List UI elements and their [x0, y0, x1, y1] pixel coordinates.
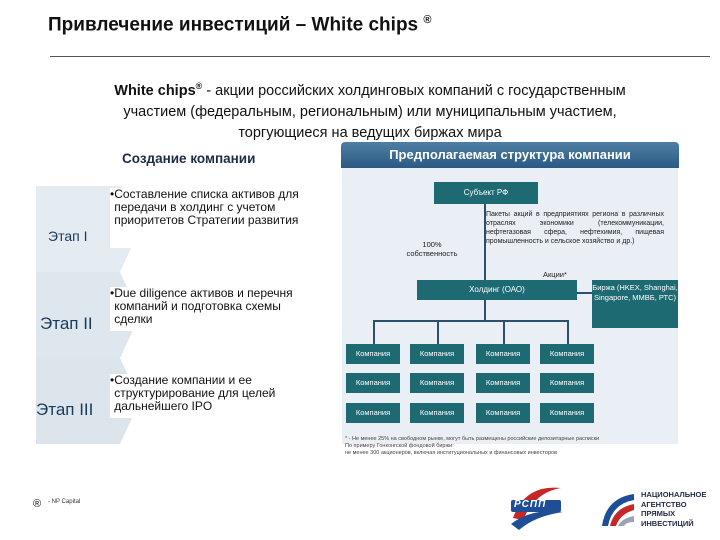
company-box: Компания: [476, 403, 530, 423]
footnote: * - Не менее 25% на свободном рынке, могут быть размещены российские депозитарные расписки По примеру Гонконгской фондовой биржи: не менее 300 акционеров, включая институциональных и финансовых инвесторов: [345, 436, 600, 456]
stage-3-label: Этап III: [36, 400, 94, 419]
company-box: Компания: [540, 344, 594, 364]
connector: [503, 320, 505, 344]
connector: [567, 320, 569, 344]
footer-note: - NP Capital: [48, 499, 81, 505]
holding-box: Холдинг (ОАО): [417, 280, 577, 300]
rspp-logo-text: РСПП: [514, 499, 547, 510]
company-box: Компания: [476, 344, 530, 364]
company-box: Компания: [476, 373, 530, 393]
connector: [484, 300, 486, 320]
company-box: Компания: [346, 403, 400, 423]
agency-name: НАЦИОНАЛЬНОЕ АГЕНТСТВО ПРЯМЫХ ИНВЕСТИЦИЙ: [641, 490, 707, 528]
company-box: Компания: [410, 373, 464, 393]
packages-description: Пакеты акций в предприятиях региона в различных отраслях экономики (телекоммуникации, нефтегазовая сфера, нефтехимия, пищевая промышленность и сельское хозяйство и др.): [486, 211, 664, 245]
stage-1-description: • Составление списка активов для передачи в холдинг с учетом приоритетов Стратегии развития: [110, 188, 315, 248]
stage-1-label: Этап I: [48, 228, 88, 244]
left-section-heading: Создание компании: [122, 151, 256, 166]
exchange-box: Биржа (HKEX, Shanghai, Singapore, ММВБ, РТС): [592, 280, 678, 328]
shares-label: Акции*: [543, 270, 567, 279]
company-box: Компания: [346, 373, 400, 393]
registered-mark: ®: [33, 498, 42, 510]
title-divider: [50, 56, 710, 57]
agency-logo-icon: [598, 490, 638, 530]
company-box: Компания: [540, 373, 594, 393]
stage-3-description: • Создание компании и ее структурирование для целей дальнейшего IPO: [110, 374, 315, 418]
subject-rf-box: Субъект РФ: [434, 182, 538, 204]
right-section-heading: Предполагаемая структура компании: [341, 142, 679, 168]
company-box: Компания: [410, 403, 464, 423]
stage-2-label: Этап II: [40, 314, 93, 333]
connector: [576, 292, 592, 294]
stage-2-description: • Due diligence активов и перечня компаний и подготовка схемы сделки: [110, 287, 315, 331]
company-box: Компания: [540, 403, 594, 423]
connector: [437, 320, 439, 344]
intro-text: White chips® - акции российских холдинговых компаний с государственным участием (федеральным, региональным) или муниципальным участием, торгующиеся на ведущих биржах мира: [114, 81, 626, 141]
page-title: Привлечение инвестиций – White chips ®: [48, 14, 432, 36]
ownership-label: 100% собственность: [406, 240, 458, 258]
company-box: Компания: [346, 344, 400, 364]
connector: [373, 320, 375, 344]
company-box: Компания: [410, 344, 464, 364]
agency-logo: [598, 490, 638, 530]
rspp-logo: [505, 478, 567, 534]
connector: [373, 320, 569, 322]
